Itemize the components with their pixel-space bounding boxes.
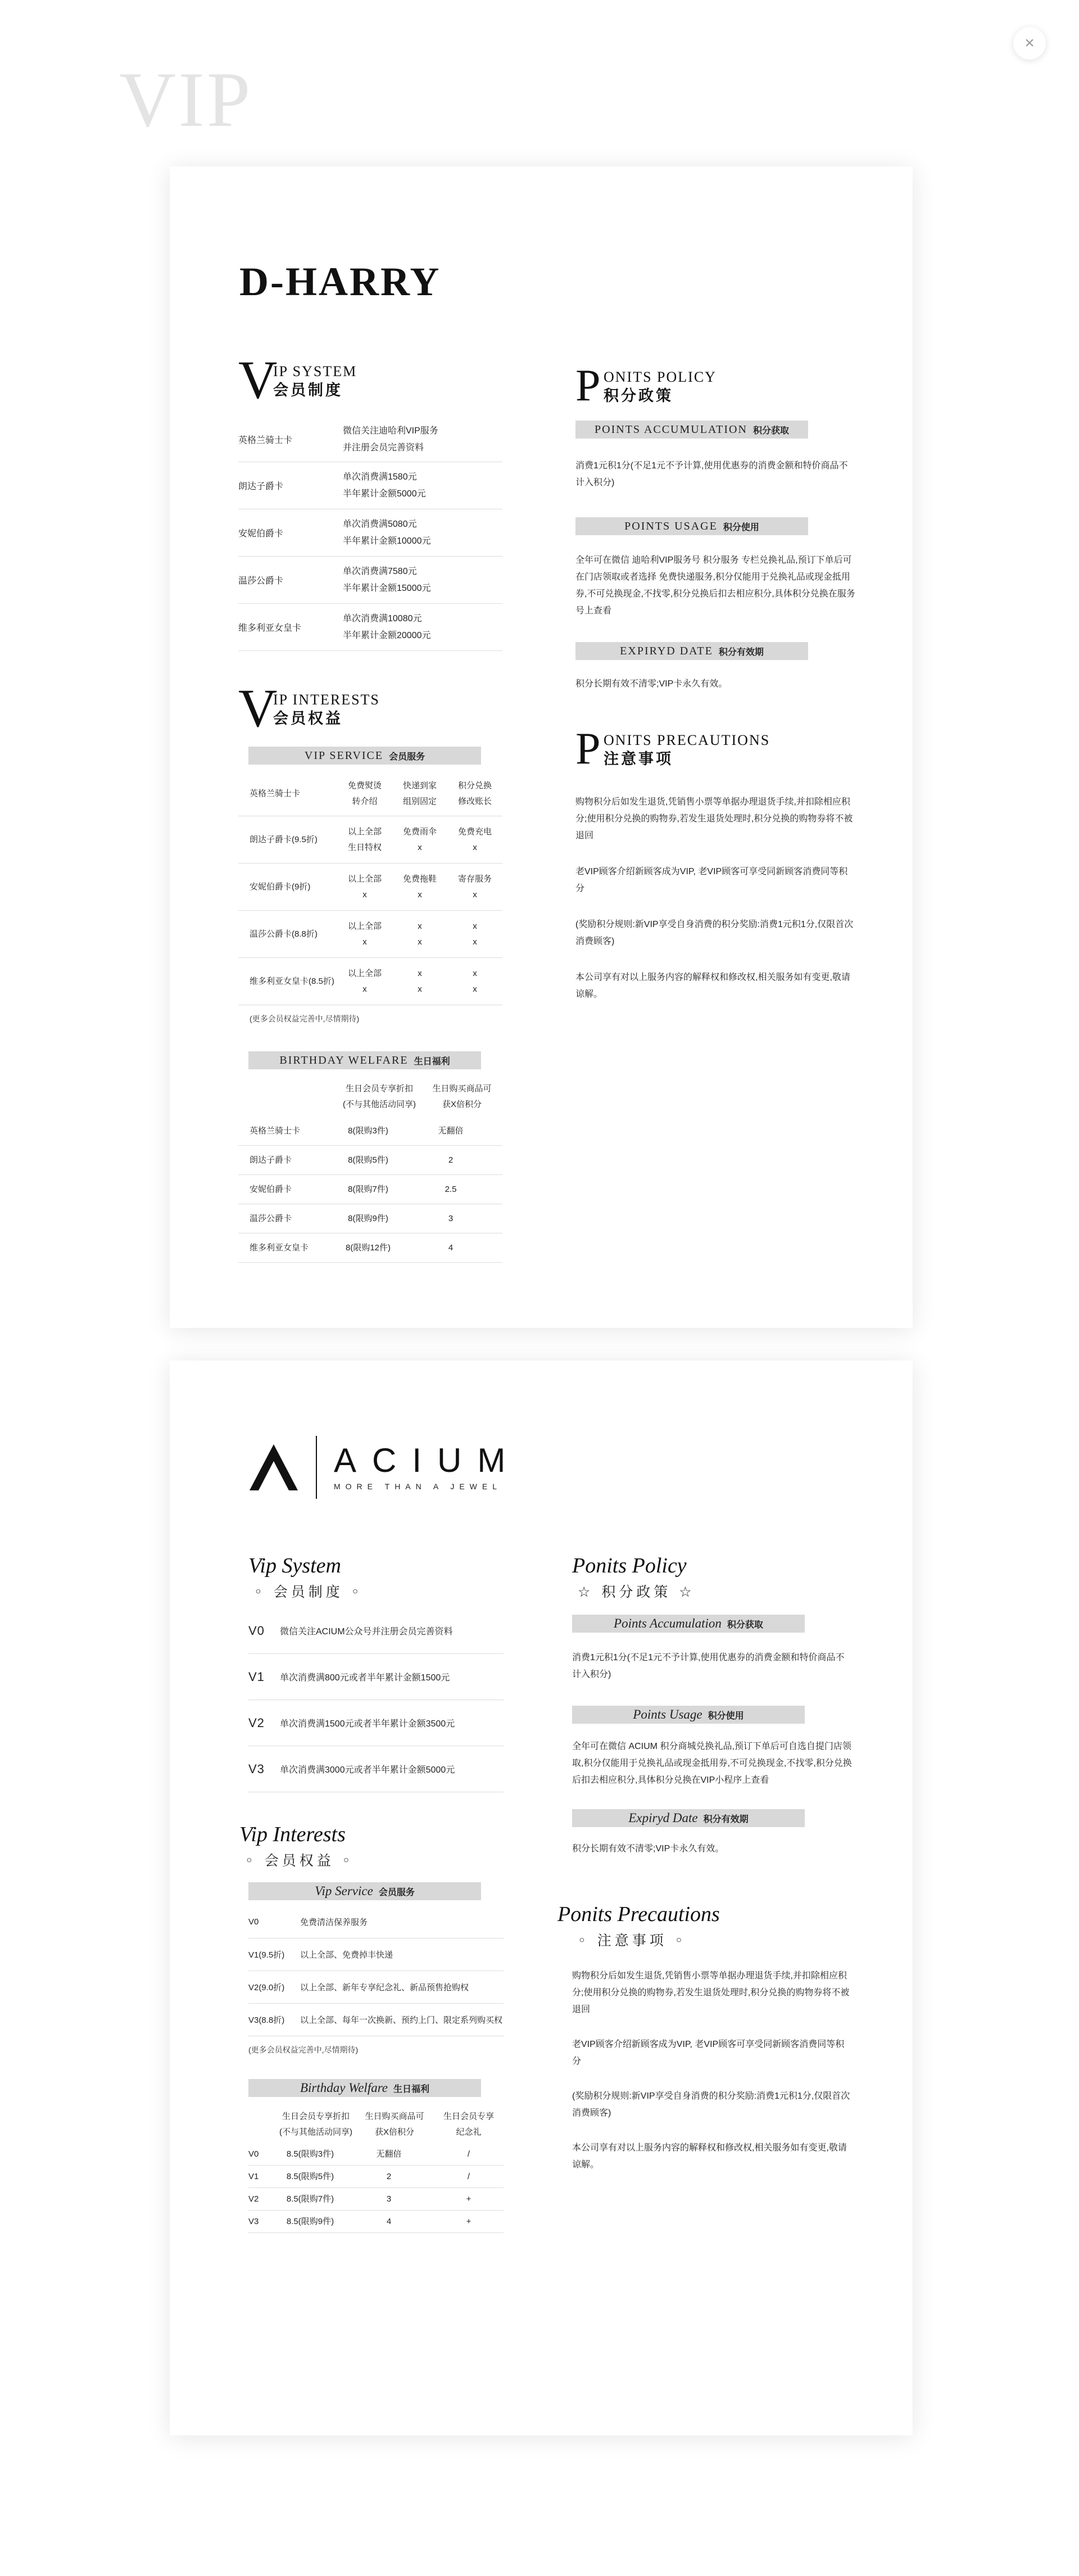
cell: x <box>418 937 422 947</box>
service-header: 免费熨烫 <box>347 780 382 790</box>
level: V3 <box>248 2216 259 2226</box>
cell: x <box>473 984 477 994</box>
requirement-line: 并注册会员完善资料 <box>343 442 424 453</box>
vip-watermark: VIP <box>119 56 253 143</box>
vip-service-bar <box>248 1882 481 1900</box>
bar-cn: 积分使用 <box>708 1711 744 1721</box>
logo-divider <box>316 1436 317 1499</box>
requirement: 单次消费满1500元或者半年累计金额3500元 <box>280 1719 455 1729</box>
dharry-vip-interests-heading <box>238 678 502 738</box>
dharry-points-policy-heading <box>575 363 862 408</box>
acium-vip-interests-heading <box>239 1823 513 1870</box>
requirement: 单次消费满3000元或者半年累计金额5000元 <box>280 1765 455 1775</box>
bar-en: Points Accumulation <box>614 1616 722 1630</box>
discount: 8.5(限购3件) <box>286 2149 334 2159</box>
level-name: 朗达子爵卡(9.5折) <box>250 834 318 844</box>
requirement: 微信关注ACIUM公众号并注册会员完善资料 <box>280 1627 453 1637</box>
discount: 8.5(限购5件) <box>286 2171 334 2181</box>
precaution-paragraph: 本公司享有对以上服务内容的解释权和修改权,相关服务如有变更,敬请谅解。 <box>572 2143 847 2170</box>
table-row <box>238 417 502 462</box>
points-multiplier: 无翻倍 <box>438 1126 464 1136</box>
level-name: 英格兰骑士卡 <box>250 788 301 798</box>
table-row <box>238 557 502 604</box>
bar-cn: 生日福利 <box>393 2084 430 2094</box>
acium-precautions-heading <box>557 1902 864 1950</box>
heading-en: IP INTERESTS <box>273 692 380 708</box>
cell: x <box>418 842 422 852</box>
table-row <box>238 462 502 509</box>
requirement-line: 半年累计金额5000元 <box>343 489 426 499</box>
table-row <box>238 1233 502 1263</box>
bar-en: POINTS USAGE <box>624 519 718 532</box>
discount: 8(限购12件) <box>345 1242 391 1253</box>
heading-initial: V <box>238 350 278 410</box>
birthday-header: 生日购买商品可 <box>365 2112 424 2121</box>
table-row <box>238 958 502 1005</box>
table-row <box>238 1146 502 1175</box>
points-accumulation-text: 消费1元积1分(不足1元不予计算,使用优惠券的消费金额和特价商品不计入积分) <box>575 461 848 487</box>
birthday-header: 生日会员专享折扣 <box>282 2112 350 2121</box>
heading-en: IP SYSTEM <box>273 363 357 379</box>
cell: x <box>362 889 367 900</box>
points-multiplier: 4 <box>448 1242 454 1253</box>
service-text: 以上全部、每年一次换新、预约上门、限定系列购买权 <box>300 2015 503 2025</box>
requirement: 单次消费满800元或者半年累计金额1500元 <box>280 1673 450 1683</box>
level-name: 维多利亚女皇卡(8.5折) <box>250 976 334 986</box>
points-multiplier: 4 <box>386 2216 392 2226</box>
points-multiplier: 2 <box>386 2171 392 2181</box>
cell: x <box>418 921 422 931</box>
heading-initial: V <box>238 678 278 738</box>
heading-cn: ◦ 注意事项 ◦ <box>578 1932 687 1949</box>
bar-en: POINTS ACCUMULATION <box>595 423 747 436</box>
level-name: 维多利亚女皇卡 <box>250 1242 309 1253</box>
heading-cn: 会员制度 <box>273 382 343 399</box>
level: V0 <box>248 2149 259 2159</box>
bar-cn: 会员服务 <box>389 752 425 762</box>
table-row <box>238 911 502 958</box>
table-row <box>248 2004 504 2036</box>
service-text: 以上全部、免费掉丰快递 <box>300 1950 393 1960</box>
heading-en: Vip Interests <box>239 1823 346 1846</box>
level-name: 温莎公爵卡 <box>238 576 284 586</box>
expiry-date-text: 积分长期有效不清零;VIP卡永久有效。 <box>575 679 728 689</box>
birthday-header: 生日会员专享 <box>443 2112 494 2121</box>
service-header: 修改账长 <box>457 796 492 806</box>
bar-cn: 积分有效期 <box>703 1814 749 1824</box>
precaution-paragraph: 老VIP顾客介绍新顾客成为VIP, 老VIP顾客可享受同新顾客消费同等积分 <box>572 2040 845 2066</box>
bar-cn: 积分有效期 <box>718 647 764 657</box>
table-row <box>248 2106 504 2143</box>
table-row <box>248 1746 504 1792</box>
birthday-header: (不与其他活动同享) <box>343 1100 416 1109</box>
points-accumulation-text: 消费1元积1分(不足1元不予计算,使用优惠券的消费金额和特价商品不计入积分) <box>572 1653 845 1679</box>
level: V1 <box>248 1669 265 1684</box>
acium-card <box>170 1361 913 2435</box>
dharry-left-column <box>238 350 502 1263</box>
acium-right-column <box>557 1554 864 2173</box>
level-name: 英格兰骑士卡 <box>238 436 293 445</box>
level-name: 安妮伯爵卡(9折) <box>250 882 311 892</box>
service-header: 积分兑换 <box>457 780 492 790</box>
table-row <box>248 1700 504 1746</box>
points-multiplier: 2.5 <box>445 1184 457 1194</box>
gift: + <box>466 2216 472 2226</box>
requirement-line: 单次消费满10080元 <box>343 613 422 623</box>
heading-cn: 注意事项 <box>604 751 673 768</box>
requirement-line: 单次消费满1580元 <box>343 472 417 482</box>
level-name: 安妮伯爵卡 <box>250 1184 292 1194</box>
level-name: 维多利亚女皇卡 <box>238 623 302 633</box>
points-multiplier: 2 <box>448 1155 454 1165</box>
precaution-paragraph: (奖励积分规则:新VIP享受自身消费的积分奖励:消费1元积1分,仅限首次消费顾客) <box>572 2091 850 2118</box>
discount: 8(限购5件) <box>348 1155 388 1165</box>
points-accumulation-bar <box>572 1615 805 1633</box>
acium-vip-system-table <box>248 1608 504 1792</box>
cell: x <box>362 984 367 994</box>
precaution-paragraph: (奖励积分规则:新VIP享受自身消费的积分奖励:消费1元积1分,仅限首次消费顾客) <box>575 920 854 946</box>
service-header: 转介绍 <box>352 796 378 806</box>
level-name: 安妮伯爵卡 <box>238 529 284 539</box>
gift: / <box>467 2149 470 2159</box>
service-header: 组别固定 <box>402 796 437 806</box>
precaution-paragraph: 购物积分后如发生退货,凭销售小票等单据办理退货手续,并扣除相应积分;使用积分兑换的购物券,若发生退货处理时,积分兑换的购物券将不被退回 <box>572 1971 850 2014</box>
level: V1(9.5折) <box>248 1950 285 1960</box>
acium-vip-system-heading <box>248 1554 513 1601</box>
cell: x <box>473 842 477 852</box>
service-text: 免费清洁保养服务 <box>300 1918 368 1927</box>
birthday-header: 生日会员专享折扣 <box>345 1084 413 1093</box>
bar-en: EXPIRYD DATE <box>620 644 713 657</box>
table-row <box>238 509 502 557</box>
heading-en: ONITS POLICY <box>604 369 717 385</box>
discount: 8(限购3件) <box>348 1126 388 1136</box>
table-row <box>248 1906 504 1938</box>
table-row <box>238 1117 502 1146</box>
service-note: (更多会员权益完善中,尽情期待) <box>248 2045 359 2054</box>
level: V0 <box>248 1917 259 1927</box>
cell: x <box>473 889 477 900</box>
cell: 免费拖鞋 <box>402 874 437 884</box>
bar-en: Points Usage <box>633 1707 702 1721</box>
level: V2 <box>248 2194 259 2204</box>
table-row <box>248 1971 504 2004</box>
vip-service-bar <box>248 747 481 765</box>
precaution-paragraph: 老VIP顾客介绍新顾客成为VIP, 老VIP顾客可享受同新顾客消费同等积分 <box>575 867 848 893</box>
bar-cn: 会员服务 <box>378 1887 415 1897</box>
cell: x <box>473 968 477 978</box>
birthday-welfare-bar <box>248 2079 481 2097</box>
requirement-line: 微信关注迪哈利VIP服务 <box>343 426 438 436</box>
birthday-header: (不与其他活动同享) <box>279 2127 352 2137</box>
cell: 生日特权 <box>347 842 382 852</box>
discount: 8.5(限购7件) <box>286 2194 334 2204</box>
table-row <box>248 1938 504 1971</box>
level-name: 朗达子爵卡 <box>238 482 284 491</box>
dharry-vip-system-table <box>238 417 502 651</box>
points-accumulation-bar <box>575 421 808 439</box>
requirement-line: 半年累计金额20000元 <box>343 630 431 640</box>
level: V1 <box>248 2171 259 2181</box>
heading-en: ONITS PRECAUTIONS <box>604 732 770 748</box>
expiry-date-text: 积分长期有效不清零;VIP卡永久有效。 <box>572 1844 724 1854</box>
acium-service-table <box>248 1906 504 2036</box>
points-multiplier: 无翻倍 <box>376 2149 402 2159</box>
precaution-paragraph: 购物积分后如发生退货,凭销售小票等单据办理退货手续,并扣除相应积分;使用积分兑换的购物券,若发生退货处理时,积分兑换的购物券将不被退回 <box>575 797 853 840</box>
cell: 以上全部 <box>347 874 382 884</box>
acium-birthday-table <box>248 2106 504 2233</box>
precaution-paragraph: 本公司享有对以上服务内容的解释权和修改权,相关服务如有变更,敬请谅解。 <box>575 973 850 999</box>
cell: x <box>362 937 367 947</box>
table-row <box>238 771 502 816</box>
table-row <box>248 1608 504 1654</box>
table-row <box>238 1077 502 1117</box>
birthday-header: 获X倍积分 <box>442 1100 482 1109</box>
service-text: 以上全部、新年专享纪念礼、新品预售抢购权 <box>300 1983 469 1992</box>
table-row <box>248 2166 504 2188</box>
level-name: 朗达子爵卡 <box>250 1155 292 1165</box>
gift: / <box>467 2171 470 2181</box>
bar-cn: 生日福利 <box>414 1056 450 1066</box>
points-usage-text: 全年可在微信 ACIUM 积分商城兑换礼品,预订下单后可自选自提门店领取,积分仅能用于兑换礼品或现金抵用券,不可兑换现金,不找零,积分兑换后扣去相应积分,具体积分兑换在VIP小程序上查看 <box>572 1742 852 1785</box>
acium-logo <box>248 1436 521 1499</box>
level: V2(9.0折) <box>248 1983 285 1992</box>
points-multiplier: 3 <box>448 1213 454 1223</box>
table-row <box>248 1654 504 1700</box>
cell: x <box>473 921 477 931</box>
acium-tagline: MORE THAN A JEWEL <box>334 1482 502 1491</box>
acium-points-policy-heading <box>572 1554 864 1601</box>
heading-en: Vip System <box>248 1554 341 1578</box>
acium-left-column <box>239 1554 513 2233</box>
heading-initial: P <box>575 361 601 410</box>
heading-cn: 会员权益 <box>273 710 343 727</box>
bar-en: BIRTHDAY WELFARE <box>279 1054 409 1066</box>
level: V2 <box>248 1715 265 1730</box>
bar-cn: 积分获取 <box>752 426 789 436</box>
cell: x <box>418 968 422 978</box>
heading-cn: ☆ 积分政策 ☆ <box>578 1584 695 1600</box>
bar-cn: 积分获取 <box>727 1620 763 1630</box>
bar-en: Vip Service <box>315 1884 373 1898</box>
cell: x <box>418 889 422 900</box>
service-header: 快递到家 <box>402 780 437 790</box>
birthday-header: 生日购买商品可 <box>432 1084 492 1093</box>
cell: 寄存服务 <box>457 874 492 884</box>
heading-en: Ponits Precautions <box>557 1902 720 1926</box>
gift: + <box>466 2194 472 2204</box>
service-note: (更多会员权益完善中,尽情期待) <box>250 1014 360 1023</box>
heading-en: Ponits Policy <box>572 1554 687 1578</box>
vip-service-table <box>238 771 502 1005</box>
level: V3 <box>248 1761 265 1776</box>
level: V0 <box>248 1623 265 1638</box>
discount: 8(限购9件) <box>348 1213 388 1223</box>
close-button[interactable] <box>1013 27 1046 60</box>
table-row <box>248 2188 504 2211</box>
cell: 以上全部 <box>347 968 382 978</box>
requirement-line: 单次消费满7580元 <box>343 566 417 576</box>
table-row <box>238 604 502 651</box>
level-name: 英格兰骑士卡 <box>250 1126 301 1136</box>
acium-wordmark: ACIUM <box>334 1441 522 1479</box>
bar-en: Birthday Welfare <box>300 2081 388 2095</box>
heading-cn: 积分政策 <box>604 387 673 405</box>
cell: 免费充电 <box>457 826 492 837</box>
table-row <box>238 816 502 864</box>
cell: x <box>418 984 422 994</box>
acium-a-icon <box>248 1442 299 1493</box>
points-usage-text: 全年可在微信 迪哈利VIP服务号 积分服务 专栏兑换礼品,预订下单后可在门店领取或者选择 免费快递服务,积分仅能用于兑换礼品或现金抵用券,不可兑换现金,不找零,积分兑换后扣去相应积分,具体积分兑换在服务号上查看 <box>575 555 855 616</box>
level-name: 温莎公爵卡(8.8折) <box>250 929 318 939</box>
level-name: 温莎公爵卡 <box>250 1213 292 1223</box>
level: V3(8.8折) <box>248 2015 285 2025</box>
dharry-precautions-heading <box>575 724 862 774</box>
points-usage-bar <box>575 517 808 535</box>
heading-initial: P <box>575 724 601 774</box>
cell: 免费雨伞 <box>402 826 437 837</box>
points-multiplier: 3 <box>386 2194 392 2204</box>
birthday-welfare-table <box>238 1077 502 1263</box>
close-icon: × <box>1024 34 1035 52</box>
bar-cn: 积分使用 <box>723 522 759 532</box>
dharry-logo: D-HARRY <box>239 259 441 304</box>
birthday-header: 获X倍积分 <box>374 2127 414 2137</box>
birthday-header: 纪念礼 <box>456 2127 482 2137</box>
expiry-date-bar <box>575 642 808 660</box>
table-row <box>248 2143 504 2166</box>
requirement-line: 半年累计金额15000元 <box>343 583 431 593</box>
cell: x <box>473 937 477 947</box>
bar-en: Expiryd Date <box>628 1811 698 1825</box>
discount: 8(限购7件) <box>348 1184 388 1194</box>
table-row <box>238 1204 502 1233</box>
dharry-right-column <box>575 363 862 1003</box>
heading-cn: ◦ 会员权益 ◦ <box>245 1852 354 1869</box>
bar-en: VIP SERVICE <box>304 749 384 762</box>
birthday-welfare-bar <box>248 1051 481 1069</box>
table-row <box>238 864 502 911</box>
requirement-line: 半年累计金额10000元 <box>343 536 431 546</box>
requirement-line: 单次消费满5080元 <box>343 519 417 529</box>
expiry-date-bar <box>572 1809 805 1827</box>
heading-cn: ◦ 会员制度 ◦ <box>254 1584 363 1600</box>
table-row <box>248 2211 504 2233</box>
dharry-vip-system-heading <box>238 350 502 410</box>
cell: 以上全部 <box>347 826 382 837</box>
table-row <box>238 1175 502 1204</box>
dharry-card <box>170 166 913 1328</box>
points-usage-bar <box>572 1706 805 1724</box>
discount: 8.5(限购9件) <box>286 2216 334 2226</box>
cell: 以上全部 <box>347 921 382 931</box>
